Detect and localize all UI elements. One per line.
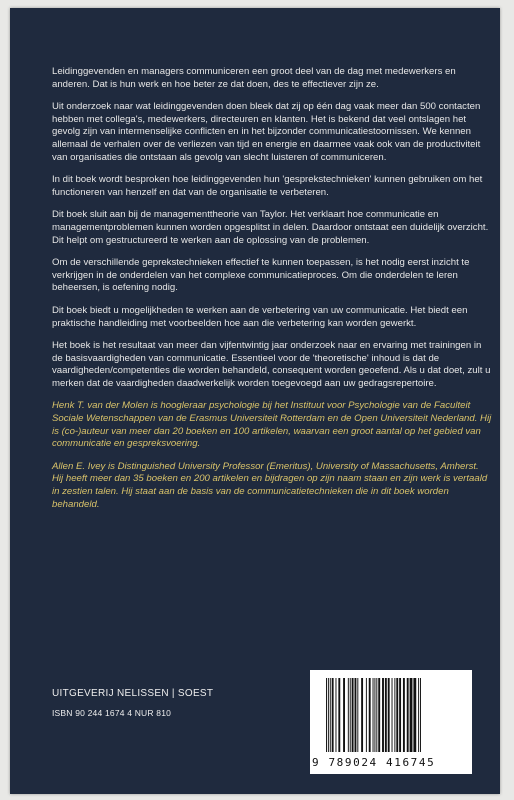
blurb: [52, 66, 492, 521]
barcode-bar: [420, 678, 421, 752]
barcode-bar: [413, 678, 416, 752]
blurb-paragraph-4: Dit boek sluit aan bij de managementtheorie van Taylor. Het verklaart hoe communicatie en managementproblemen kunnen worden opgesplitst in delen. Daardoor ontstaat een duidelijk overzicht. Dit helpt om gestructureerd te werken aan de oplossing van de problemen.: [52, 209, 489, 246]
barcode-bars: [324, 678, 460, 754]
blurb-paragraph-7: Het boek is het resultaat van meer dan vijfentwintig jaar onderzoek naar en ervaring met trainingen in de basisvaardigheden van communicatie. Essentieel voor de 'theoretische' inhoud is dat de vaardigheden/competenties die worden behandeld, consequent worden geoefend. Als u dat doet, zult u merken dat de vaardigheden daadwerkelijk worden toegevoegd aan uw gedragsrepertoire.: [52, 340, 491, 389]
barcode-bar: [385, 678, 387, 752]
barcode-bar: [392, 678, 393, 752]
barcode-bar: [418, 678, 419, 752]
barcode-bar: [338, 678, 340, 752]
barcode-bar: [326, 678, 327, 752]
barcode-bar: [403, 678, 405, 752]
barcode-bar: [410, 678, 413, 752]
isbn-line: ISBN 90 244 1674 4 NUR 810: [52, 708, 172, 718]
barcode-bar: [366, 678, 367, 752]
blurb-paragraph-2: Uit onderzoek naar wat leidinggevenden doen bleek dat zij op één dag vaak meer dan 500 contacten hebben met collega's, medewerkers, directeuren en klanten. Het is bekend dat veel ontslagen het gevolg zijn van intermenselijke conflicten en in het bijzonder communicatiestoornissen. We kennen allemaal de verhalen over de verliezen van tijd en energie en daarmee vaak ook van de productiviteit van organisaties die ontstaan als gevolg van slecht luisteren of communiceren.: [52, 101, 481, 163]
publisher-name: UITGEVERIJ NELISSEN | SOEST: [52, 688, 214, 699]
barcode-bar: [352, 678, 354, 752]
barcode-bar: [399, 678, 401, 752]
barcode-bar: [396, 678, 398, 752]
barcode-bar: [355, 678, 357, 752]
barcode-bar: [336, 678, 337, 752]
author-bio-2: Allen E. Ivey is Distinguished University Professor (Emeritus), University of Massachusetts, Amherst. Hij heeft meer dan 35 boeken en 200 artikelen en bijdragen op zijn naam staan en zijn werk is vertaald in zestien talen. Hij staat aan de basis van de communicatietechnieken die in dit boek worden behandeld.: [52, 460, 488, 510]
barcode-bar: [350, 678, 351, 752]
barcode-bar: [374, 678, 375, 752]
blurb-paragraph-3: In dit boek wordt besproken hoe leidinggevenden hun 'gesprekstechnieken' kunnen gebruiken om het functioneren van henzelf en dat van de organisatie te verbeteren.: [52, 174, 483, 198]
barcode-bar: [378, 678, 380, 752]
barcode-bar: [332, 678, 334, 752]
blurb-paragraph-6: Dit boek biedt u mogelijkheden te werken aan de verbetering van uw communicatie. Het biedt een praktische handleiding met voorbeelden hoe aan die verbetering kan worden gewerkt.: [52, 304, 468, 329]
barcode-bar: [328, 678, 329, 752]
barcode-digits: 9 789024 416745: [312, 756, 436, 769]
barcode-bar: [394, 678, 395, 752]
barcode-bar: [369, 678, 371, 752]
barcode-bar: [373, 678, 374, 752]
blurb-paragraph-5: Om de verschillende geprekstechnieken effectief te kunnen toepassen, is het nodig eerst inzicht te verkrijgen in de onderdelen van het complexe communicatieproces. Om die onderdelen te leren beheersen, is oefening nodig.: [52, 257, 470, 294]
barcode-bar: [343, 678, 345, 752]
barcode-bar: [382, 678, 384, 752]
barcode-bar: [361, 678, 363, 752]
barcode-bar: [357, 678, 358, 752]
barcode-bar: [407, 678, 409, 752]
barcode-bar: [376, 678, 377, 752]
barcode-bar: [330, 678, 331, 752]
barcode: [310, 670, 472, 774]
author-bio-1: Henk T. van der Molen is hoogleraar psychologie bij het Instituut voor Psychologie van de Faculteit Sociale Wetenschappen van de Erasmus Universiteit Rotterdam en de Open Universiteit Nederland. Hij is (co-)auteur van meer dan 20 boeken en 100 artikelen, waarvan een groot aantal op het gebied van communicatie en gespreksvoering.: [52, 400, 492, 450]
blurb-paragraph-1: Leidinggevenden en managers communiceren een groot deel van de dag met medewerkers en anderen. Dat is hun werk en hoe beter ze dat doen, des te effectiever zijn ze.: [52, 66, 456, 90]
barcode-bar: [348, 678, 349, 752]
barcode-bar: [388, 678, 390, 752]
